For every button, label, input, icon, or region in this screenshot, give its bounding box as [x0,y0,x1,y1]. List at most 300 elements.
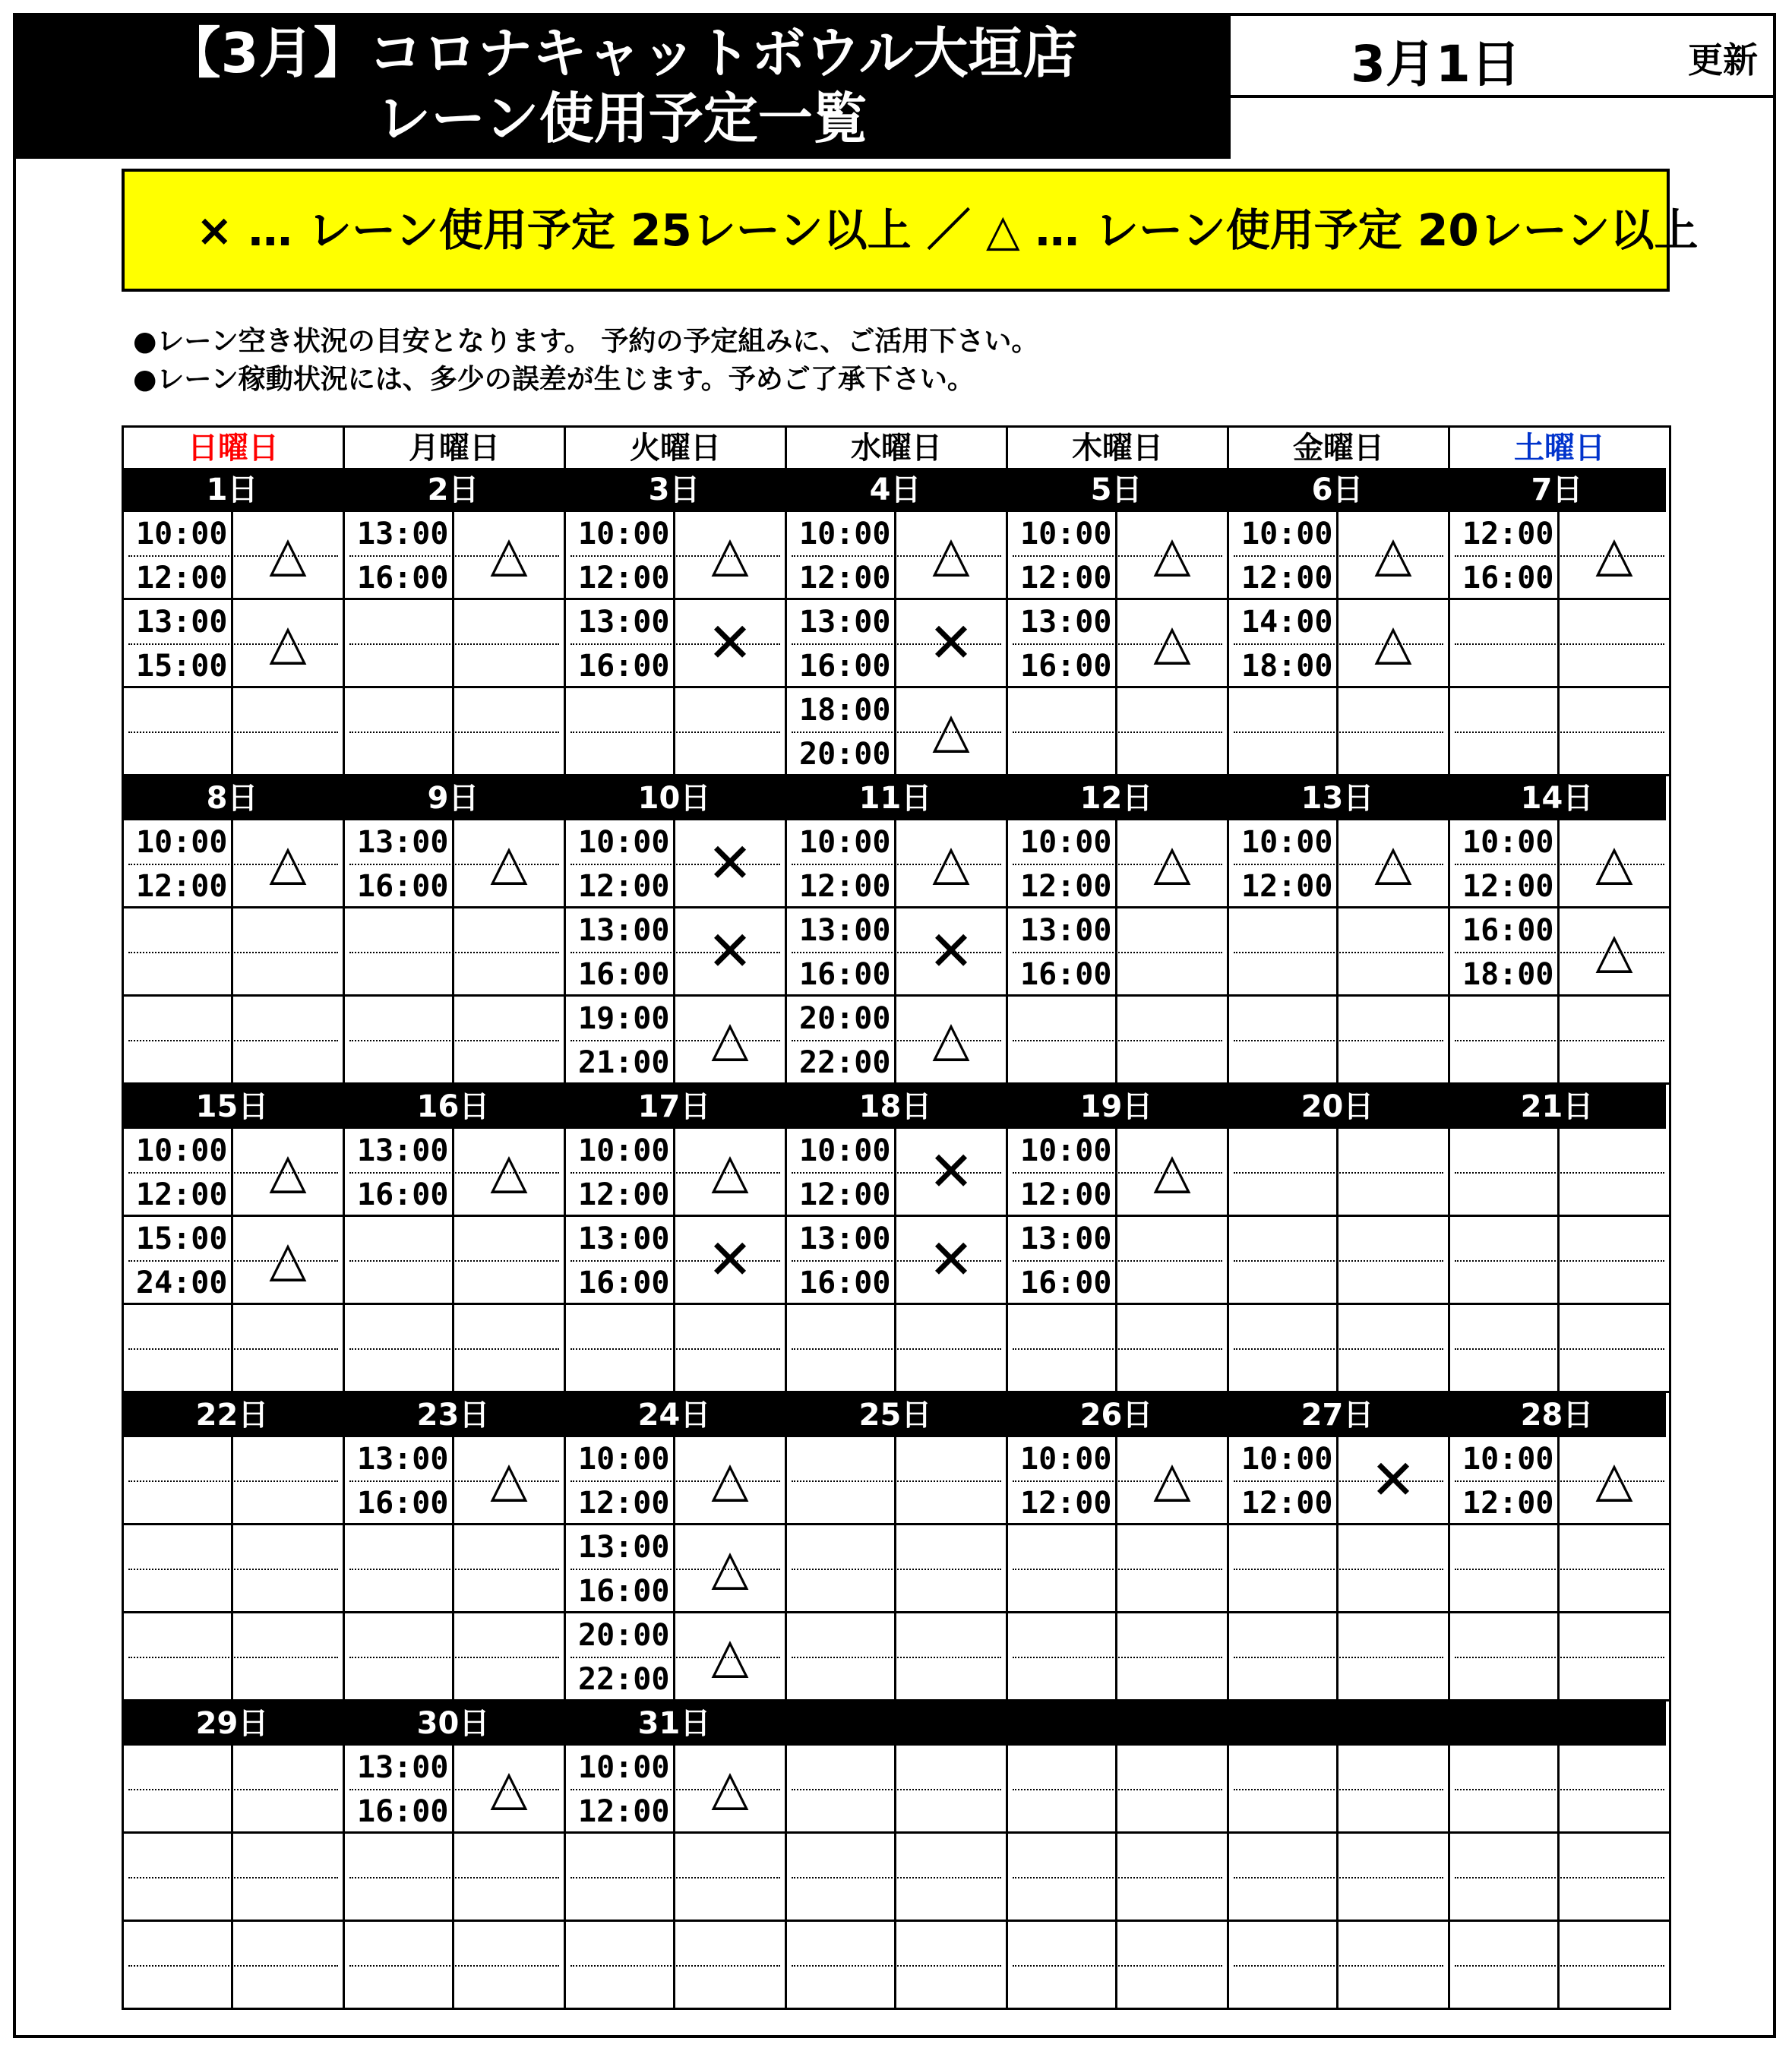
time-slot [1448,512,1669,600]
triangle-mark: △ [711,1760,749,1816]
start-time: 14:00 [1241,605,1333,640]
note-line: ●レーン稼動状況には、多少の誤差が生じます。予めご了承下さい。 [133,364,975,395]
day-label: 25日 [785,1393,1006,1437]
end-time: 16:00 [578,1265,670,1300]
day-label: 19日 [1006,1085,1227,1129]
end-time: 15:00 [136,649,228,684]
time-slot [785,1746,1006,1834]
cross-mark: ✕ [706,1228,754,1291]
triangle-mark: △ [1595,526,1633,583]
triangle-mark [1560,997,1669,1082]
start-time: 13:00 [357,1750,449,1785]
time-slot [785,600,1006,688]
time-slot [122,1217,343,1305]
grid-right-border [1669,425,1671,2010]
update-label: 更新 [1688,39,1758,81]
time-slot [1448,1922,1669,2010]
weekday-header: 日曜日 [122,425,343,468]
triangle-mark [1338,1305,1448,1391]
triangle-mark: △ [1153,1143,1191,1199]
time-slot [343,1129,564,1217]
time-slot [1006,600,1227,688]
triangle-mark: △ [932,703,970,759]
legend-box: × … レーン使用予定 25レーン以上 ／ △ … レーン使用予定 20レーン以上 [122,169,1670,292]
time-slot [1448,1437,1669,1525]
end-time: 16:00 [357,561,449,596]
time-slot [343,688,564,776]
time-slot [1006,1746,1227,1834]
time-slot [1227,1922,1448,2010]
day-label: 22日 [122,1393,343,1437]
time-slot [122,1613,343,1702]
start-time: 13:00 [357,825,449,860]
triangle-mark [896,1305,1006,1391]
triangle-mark [1117,908,1227,994]
end-time: 12:00 [578,1794,670,1829]
start-time: 20:00 [799,1001,891,1036]
time-slot [1006,1922,1227,2010]
triangle-mark [233,1834,343,1920]
triangle-mark [675,688,785,774]
page-title: 【3月】コロナキャットボウル大垣店 [166,21,1078,85]
day-label: 3日 [564,468,785,512]
end-time: 16:00 [799,1265,891,1300]
end-time: 12:00 [136,561,228,596]
triangle-mark [233,1305,343,1391]
triangle-mark [896,1525,1006,1611]
time-slot [122,1746,343,1834]
end-time: 12:00 [136,869,228,904]
end-time: 12:00 [136,1177,228,1212]
time-slot [122,1129,343,1217]
triangle-mark: △ [711,1011,749,1067]
start-time: 13:00 [357,1442,449,1477]
day-label: 12日 [1006,776,1227,820]
time-slot [1006,1437,1227,1525]
end-time: 12:00 [799,561,891,596]
time-slot [564,512,785,600]
triangle-mark [1560,1129,1669,1215]
triangle-mark: △ [269,835,307,891]
start-time: 13:00 [799,1221,891,1256]
triangle-mark [454,997,564,1082]
day-label: 24日 [564,1393,785,1437]
triangle-mark [454,908,564,994]
start-time: 18:00 [799,693,891,728]
time-slot [122,1922,343,2010]
start-time: 10:00 [578,825,670,860]
day-label: 23日 [343,1393,564,1437]
triangle-mark [675,1922,785,2008]
time-slot [1227,1613,1448,1702]
end-time: 16:00 [357,1486,449,1521]
time-slot [564,1834,785,1922]
time-slot [122,997,343,1085]
time-slot [343,1305,564,1393]
start-time: 10:00 [799,517,891,551]
time-slot [343,1217,564,1305]
end-time: 12:00 [578,561,670,596]
triangle-mark [1338,1746,1448,1831]
cross-mark: ✕ [706,611,754,675]
end-time: 16:00 [1020,957,1112,992]
time-slot [1006,908,1227,997]
end-time: 12:00 [1241,1486,1333,1521]
start-time: 16:00 [1462,913,1554,948]
triangle-mark [454,1305,564,1391]
triangle-mark [1117,1922,1227,2008]
day-label: 1日 [122,468,343,512]
time-slot [564,1746,785,1834]
day-label: 2日 [343,468,564,512]
start-time: 13:00 [578,1221,670,1256]
start-time: 13:00 [136,605,228,640]
cross-mark: ✕ [928,611,975,675]
time-slot [1006,997,1227,1085]
triangle-mark: △ [269,526,307,583]
time-slot [785,1305,1006,1393]
day-label: 27日 [1227,1393,1448,1437]
end-time: 22:00 [578,1662,670,1697]
triangle-mark [896,1437,1006,1523]
time-slot [1006,820,1227,908]
time-slot [122,820,343,908]
start-time: 13:00 [799,913,891,948]
time-slot [564,1217,785,1305]
time-slot [785,908,1006,997]
weekday-header: 水曜日 [785,425,1006,468]
triangle-mark [1117,1305,1227,1391]
triangle-mark: △ [711,1452,749,1508]
end-time: 12:00 [1462,869,1554,904]
time-slot [785,997,1006,1085]
triangle-mark [1560,600,1669,686]
update-date-box [1229,13,1776,98]
day-label: 7日 [1448,468,1666,512]
day-label: 8日 [122,776,343,820]
time-slot [1448,1305,1669,1393]
end-time: 12:00 [1020,1486,1112,1521]
time-slot [1227,1746,1448,1834]
time-slot [343,1746,564,1834]
time-slot [122,512,343,600]
cross-mark: ✕ [706,919,754,983]
time-slot [564,1525,785,1613]
end-time: 18:00 [1462,957,1554,992]
time-slot [1006,1217,1227,1305]
time-slot [1448,820,1669,908]
triangle-mark [1117,1217,1227,1303]
end-time: 22:00 [799,1045,891,1080]
day-label: 9日 [343,776,564,820]
triangle-mark: △ [1153,615,1191,671]
update-date: 3月1日 [1351,35,1521,93]
note-line: ●レーン空き状況の目安となります。 予約の予定組みに、ご活用下さい。 [133,326,1039,357]
time-slot [1448,1129,1669,1217]
time-slot [1448,1746,1669,1834]
triangle-mark [1560,1834,1669,1920]
triangle-mark [675,1834,785,1920]
time-slot [122,908,343,997]
end-time: 16:00 [799,649,891,684]
time-slot [122,1834,343,1922]
time-slot [1006,1525,1227,1613]
start-time: 10:00 [136,517,228,551]
triangle-mark: △ [932,1011,970,1067]
day-label [785,1702,1006,1746]
triangle-mark [233,908,343,994]
triangle-mark [454,688,564,774]
time-slot [564,1129,785,1217]
cross-mark: ✕ [928,1228,975,1291]
day-label: 10日 [564,776,785,820]
triangle-mark [454,1217,564,1303]
triangle-mark: △ [1595,835,1633,891]
triangle-mark: △ [932,526,970,583]
time-slot [785,1217,1006,1305]
triangle-mark [1338,1525,1448,1611]
time-slot [564,1613,785,1702]
weekday-header: 火曜日 [564,425,785,468]
start-time: 10:00 [578,517,670,551]
triangle-mark [1338,1129,1448,1215]
start-time: 10:00 [136,825,228,860]
time-slot [343,1613,564,1702]
triangle-mark [454,1613,564,1699]
end-time: 12:00 [578,1486,670,1521]
end-time: 16:00 [799,957,891,992]
time-slot [1227,1834,1448,1922]
day-label: 21日 [1448,1085,1666,1129]
end-time: 16:00 [578,957,670,992]
time-slot [1227,1217,1448,1305]
time-slot [785,1129,1006,1217]
triangle-mark [1560,1922,1669,2008]
triangle-mark: △ [711,1143,749,1199]
triangle-mark [1560,1613,1669,1699]
day-label: 17日 [564,1085,785,1129]
day-label: 6日 [1227,468,1448,512]
cross-mark: ✕ [928,1139,975,1203]
day-label: 11日 [785,776,1006,820]
weekday-header: 土曜日 [1448,425,1669,468]
triangle-mark [1117,997,1227,1082]
time-slot [564,688,785,776]
triangle-mark: △ [490,1143,528,1199]
time-slot [564,1922,785,2010]
end-time: 12:00 [799,1177,891,1212]
time-slot [343,1834,564,1922]
weekday-header: 木曜日 [1006,425,1227,468]
time-slot [122,688,343,776]
day-label: 15日 [122,1085,343,1129]
triangle-mark [1338,908,1448,994]
triangle-mark [454,1922,564,2008]
time-slot [343,1922,564,2010]
cross-mark: ✕ [1370,1448,1417,1512]
start-time: 10:00 [1020,825,1112,860]
time-slot [343,1437,564,1525]
triangle-mark [1117,688,1227,774]
time-slot [785,1525,1006,1613]
time-slot [1006,1129,1227,1217]
triangle-mark [454,1834,564,1920]
notes [133,323,1038,399]
day-label: 28日 [1448,1393,1666,1437]
cross-mark: ✕ [706,831,754,895]
day-label: 4日 [785,468,1006,512]
start-time: 10:00 [799,825,891,860]
end-time: 16:00 [1020,1265,1112,1300]
end-time: 21:00 [578,1045,670,1080]
triangle-mark: △ [269,615,307,671]
weekday-header: 金曜日 [1227,425,1448,468]
triangle-mark: △ [1374,615,1412,671]
day-label: 13日 [1227,776,1448,820]
end-time: 12:00 [1020,869,1112,904]
triangle-mark [1560,1746,1669,1831]
time-slot [1448,1217,1669,1305]
time-slot [564,1305,785,1393]
triangle-mark: △ [490,1452,528,1508]
day-label [1448,1702,1666,1746]
time-slot [564,908,785,997]
day-label: 5日 [1006,468,1227,512]
end-time: 12:00 [1020,1177,1112,1212]
triangle-mark [1560,1305,1669,1391]
time-slot [122,1305,343,1393]
end-time: 16:00 [578,1574,670,1609]
page-subtitle: レーン使用予定一覧 [376,87,868,150]
start-time: 10:00 [578,1442,670,1477]
time-slot [343,997,564,1085]
triangle-mark: △ [1595,923,1633,979]
triangle-mark: △ [1153,526,1191,583]
time-slot [1227,1129,1448,1217]
time-slot [1227,908,1448,997]
start-time: 10:00 [1020,1442,1112,1477]
end-time: 16:00 [357,1794,449,1829]
triangle-mark [233,997,343,1082]
time-slot [564,600,785,688]
end-time: 18:00 [1241,649,1333,684]
end-time: 12:00 [1462,1486,1554,1521]
triangle-mark: △ [1374,835,1412,891]
time-slot [122,1437,343,1525]
triangle-mark [1338,1613,1448,1699]
end-time: 20:00 [799,737,891,772]
triangle-mark [896,1746,1006,1831]
triangle-mark [454,600,564,686]
start-time: 15:00 [136,1221,228,1256]
start-time: 13:00 [578,913,670,948]
triangle-mark: △ [269,1231,307,1288]
time-slot [122,600,343,688]
calendar [122,425,1671,2057]
time-slot [1448,1834,1669,1922]
time-slot [1006,1613,1227,1702]
triangle-mark [1560,1525,1669,1611]
end-time: 12:00 [578,1177,670,1212]
triangle-mark: △ [490,526,528,583]
time-slot [1227,600,1448,688]
time-slot [1227,820,1448,908]
time-slot [1448,1613,1669,1702]
time-slot [785,1437,1006,1525]
triangle-mark [233,1922,343,2008]
end-time: 12:00 [1020,561,1112,596]
start-time: 10:00 [1020,517,1112,551]
time-slot [122,1525,343,1613]
time-slot [1227,1305,1448,1393]
time-slot [785,1613,1006,1702]
triangle-mark [896,1922,1006,2008]
triangle-mark [1560,1217,1669,1303]
triangle-mark [1117,1746,1227,1831]
triangle-mark: △ [711,1628,749,1684]
triangle-mark [233,688,343,774]
time-slot [1448,688,1669,776]
time-slot [1448,997,1669,1085]
start-time: 19:00 [578,1001,670,1036]
time-slot [1006,688,1227,776]
triangle-mark [1338,688,1448,774]
start-time: 10:00 [1462,825,1554,860]
start-time: 12:00 [1462,517,1554,551]
day-label: 31日 [564,1702,785,1746]
day-label [1227,1702,1448,1746]
time-slot [785,820,1006,908]
time-slot [785,1922,1006,2010]
title-banner [13,13,1231,159]
time-slot [343,1525,564,1613]
time-slot [1227,1437,1448,1525]
end-time: 12:00 [578,869,670,904]
time-slot [1448,1525,1669,1613]
triangle-mark [896,1834,1006,1920]
start-time: 10:00 [1241,1442,1333,1477]
triangle-mark [454,1525,564,1611]
time-slot [564,997,785,1085]
start-time: 13:00 [578,605,670,640]
time-slot [785,688,1006,776]
time-slot [1006,1834,1227,1922]
start-time: 13:00 [1020,1221,1112,1256]
time-slot [1448,908,1669,997]
triangle-mark [233,1613,343,1699]
triangle-mark [233,1525,343,1611]
time-slot [343,908,564,997]
time-slot [564,820,785,908]
start-time: 10:00 [1020,1133,1112,1168]
end-time: 16:00 [357,869,449,904]
triangle-mark: △ [932,835,970,891]
start-time: 13:00 [1020,913,1112,948]
start-time: 10:00 [1241,825,1333,860]
time-slot [785,512,1006,600]
triangle-mark: △ [711,1540,749,1596]
start-time: 10:00 [136,1133,228,1168]
triangle-mark [1338,1834,1448,1920]
start-time: 20:00 [578,1618,670,1653]
end-time: 12:00 [799,869,891,904]
triangle-mark: △ [1153,1452,1191,1508]
time-slot [1227,1525,1448,1613]
day-label [1006,1702,1227,1746]
day-label: 30日 [343,1702,564,1746]
triangle-mark [1338,997,1448,1082]
triangle-mark: △ [490,835,528,891]
